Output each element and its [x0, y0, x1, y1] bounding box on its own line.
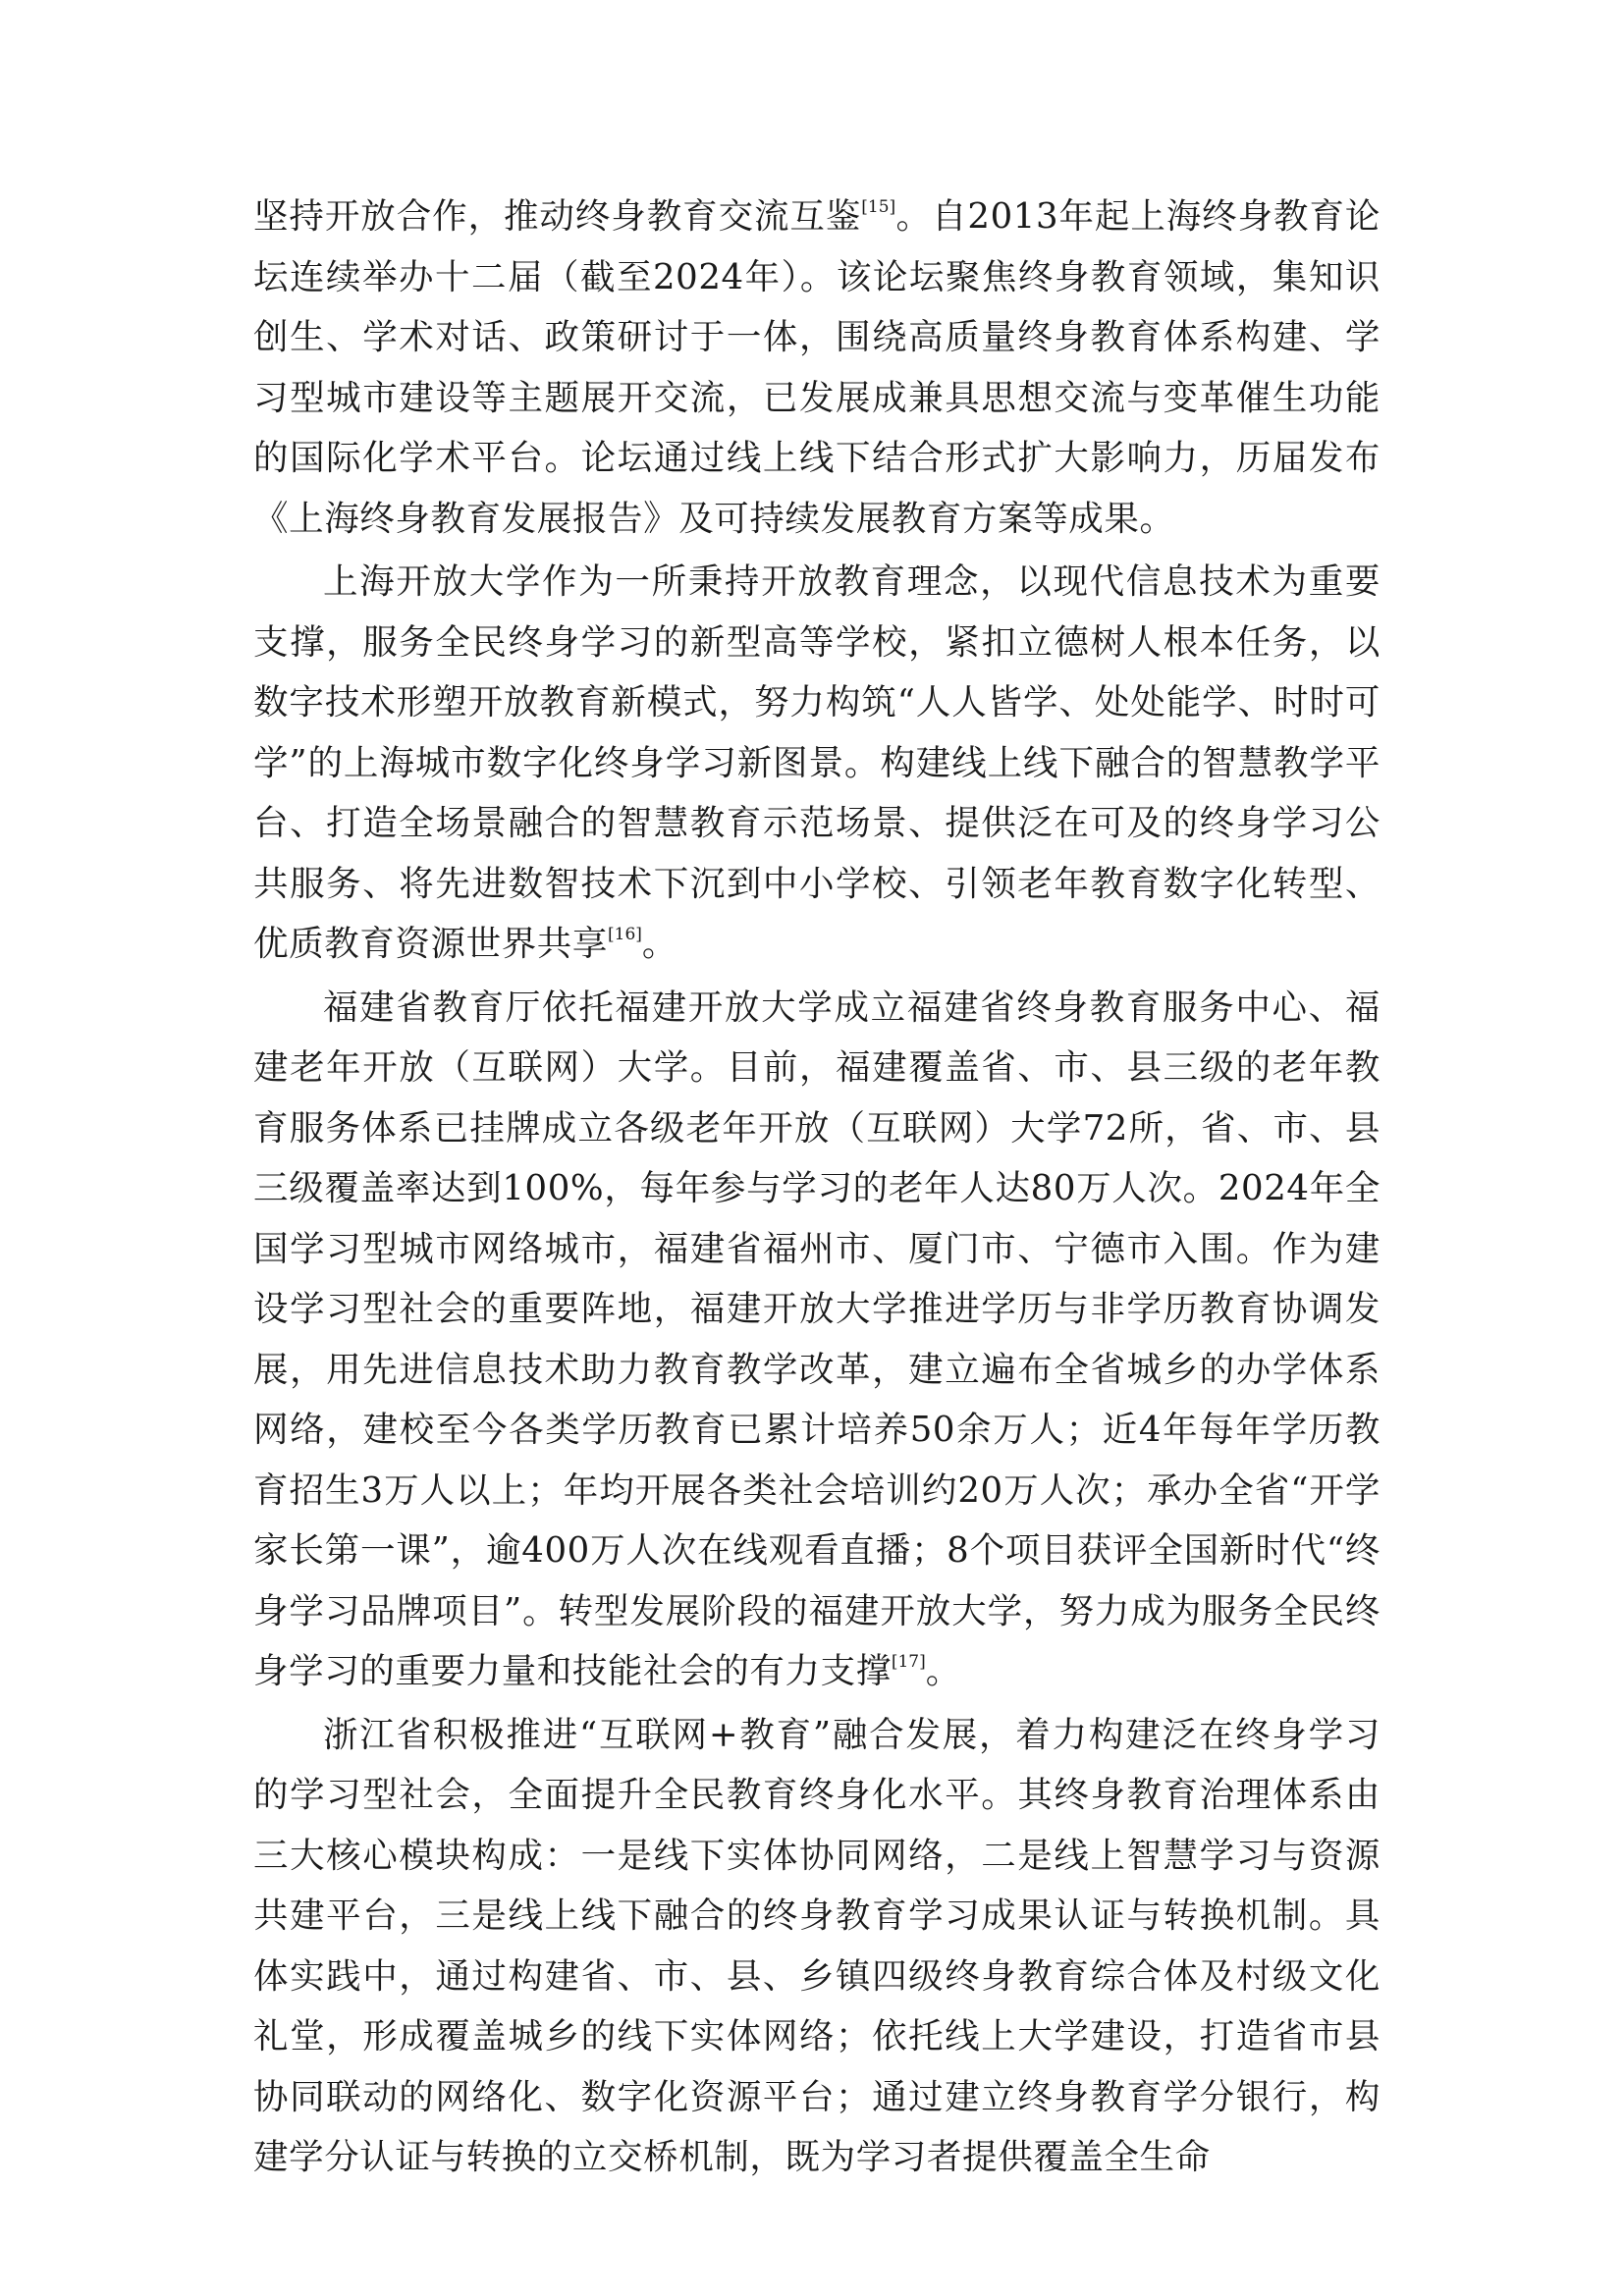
citation-16: [16]	[608, 925, 642, 944]
paragraph-3	[253, 978, 1380, 1702]
paragraph-3-text-a: 福建省教育厅依托福建开放大学成立福建省终身教育服务中心、福建老年开放（互联网）大学。目前，福建覆盖省、市、县三级的老年教育服务体系已挂牌成立各级老年开放（互联网）大学72所，省、市、县三级覆盖率达到100%，每年参与学习的老年人达80万人次。2024年全国学习型城市网络城市，福建省福州市、厦门市、宁德市入围。作为建设学习型社会的重要阵地，福建开放大学推进学历与非学历教育协调发展，用先进信息技术助力教育教学改革，建立遍布全省城乡的办学体系网络，建校至今各类学历教育已累计培养50余万人；近4年每年学历教育招生3万人以上；年均开展各类社会培训约20万人次；承办全省“开学家长第一课”，逾400万人次在线观看直播；8个项目获评全国新时代“终身学习品牌项目”。转型发展阶段的福建开放大学，努力成为服务全民终身学习的重要力量和技能社会的有力支撑	[253, 987, 1380, 1691]
document-body	[253, 187, 1380, 2191]
paragraph-2-text-a: 上海开放大学作为一所秉持开放教育理念，以现代信息技术为重要支撑，服务全民终身学习的新型高等学校，紧扣立德树人根本任务，以数字技术形塑开放教育新模式，努力构筑“人人皆学、处处能学、时时可学”的上海城市数字化终身学习新图景。构建线上线下融合的智慧教学平台、打造全场景融合的智慧教育示范场景、提供泛在可及的终身学习公共服务、将先进数智技术下沉到中小学校、引领老年教育数字化转型、优质教育资源世界共享	[253, 561, 1380, 964]
paragraph-1-text-a: 坚持开放合作，推动终身教育交流互鉴	[253, 196, 862, 237]
paragraph-2-text-b: 。	[641, 924, 678, 964]
paragraph-3-text-b: 。	[925, 1651, 961, 1691]
paragraph-4-text-a: 浙江省积极推进“互联网+教育”融合发展，着力构建泛在终身学习的学习型社会，全面提升全民教育终身化水平。其终身教育治理体系由三大核心模块构成：一是线下实体协同网络，二是线上智慧学习与资源共建平台，三是线上线下融合的终身教育学习成果认证与转换机制。具体实践中，通过构建省、市、县、乡镇四级终身教育综合体及村级文化礼堂，形成覆盖城乡的线下实体网络；依托线上大学建设，打造省市县协同联动的网络化、数字化资源平台；通过建立终身教育学分银行，构建学分认证与转换的立交桥机制，既为学习者提供覆盖全生命	[253, 1714, 1380, 2177]
citation-17: [17]	[891, 1652, 926, 1672]
paragraph-1-text-b: 。自2013年起上海终身教育论坛连续举办十二届（截至2024年）。该论坛聚焦终身教育领域，集知识创生、学术对话、政策研讨于一体，围绕高质量终身教育体系构建、学习型城市建设等主题展开交流，已发展成兼具思想交流与变革催生功能的国际化学术平台。论坛通过线上线下结合形式扩大影响力，历届发布《上海终身教育发展报告》及可持续发展教育方案等成果。	[253, 196, 1380, 539]
paragraph-1	[253, 187, 1380, 549]
paragraph-2	[253, 552, 1380, 975]
citation-15: [15]	[861, 197, 896, 217]
paragraph-4	[253, 1705, 1380, 2188]
